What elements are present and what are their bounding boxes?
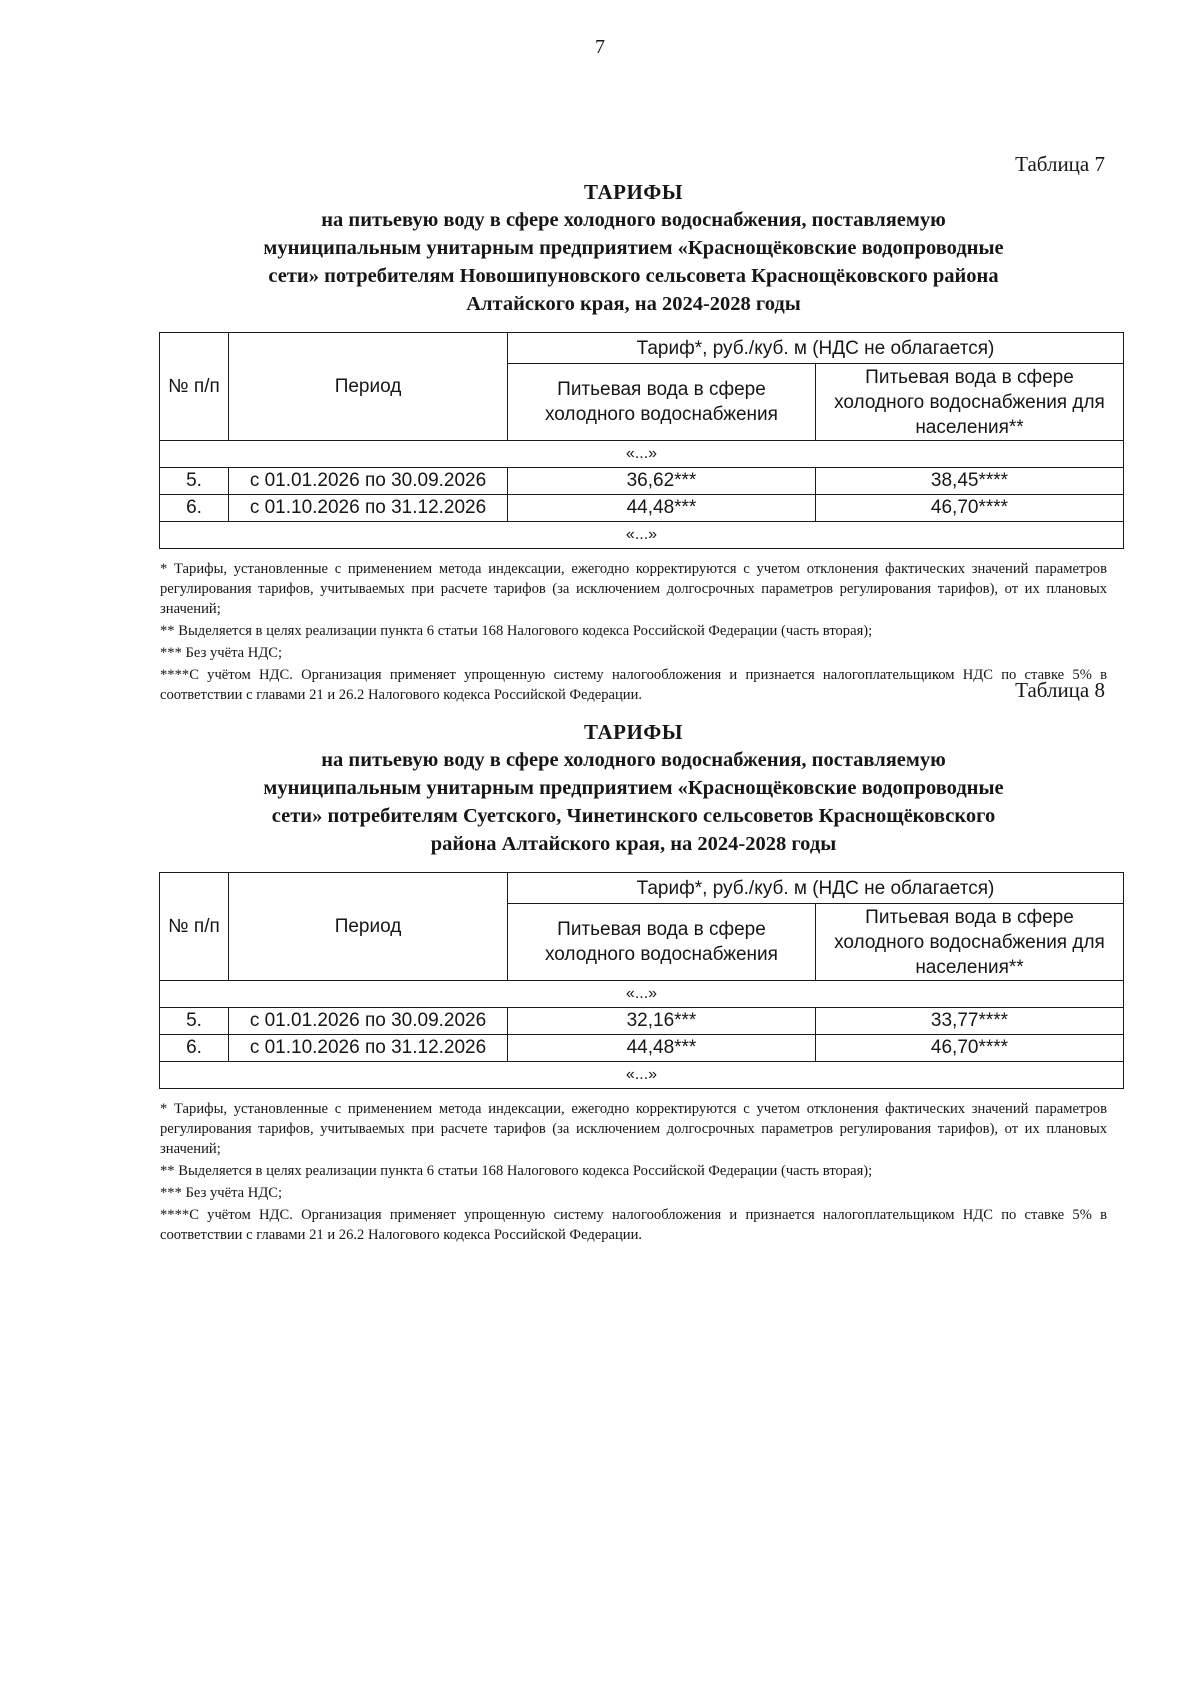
row-period: с 01.01.2026 по 30.09.2026 <box>229 468 508 495</box>
col-header-water-population: Питьевая вода в сфере холодного водоснабжения для населения** <box>815 364 1123 441</box>
col-header-water-population: Питьевая вода в сфере холодного водоснабжения для населения** <box>815 904 1123 981</box>
footnotes <box>160 1099 1107 1245</box>
title-line: муниципальным унитарным предприятием «Краснощёковские водопроводные <box>263 237 1004 259</box>
row-water: 44,48*** <box>507 1035 815 1062</box>
row-num: 5. <box>160 1008 229 1035</box>
title-line: района Алтайского края, на 2024-2028 годы <box>430 833 837 855</box>
row-water: 44,48*** <box>507 495 815 522</box>
page-number: 7 <box>595 36 605 58</box>
row-water: 32,16*** <box>507 1008 815 1035</box>
footnote: * Тарифы, установленные с применением метода индексации, ежегодно корректируются с учетом отклонения фактических значений параметров регулирования тарифов, учитываемых при расчете тарифов (за исключением долгосрочных параметров регулирования тарифов), от их плановых значений; <box>160 1101 1107 1157</box>
table-row <box>160 468 1124 495</box>
ellipsis-cell: «...» <box>160 981 1124 1008</box>
footnote: * Тарифы, установленные с применением метода индексации, ежегодно корректируются с учетом отклонения фактических значений параметров регулирования тарифов, учитываемых при расчете тарифов (за исключением долгосрочных параметров регулирования тарифов), от их плановых значений; <box>160 561 1107 617</box>
title-heading: ТАРИФЫ <box>584 180 683 204</box>
table-row <box>160 1008 1124 1035</box>
row-water-population: 46,70**** <box>815 495 1123 522</box>
row-water-population: 46,70**** <box>815 1035 1123 1062</box>
title-line: Алтайского края, на 2024-2028 годы <box>466 293 801 315</box>
table-title <box>160 718 1107 858</box>
footnote: ** Выделяется в целях реализации пункта 6 статьи 168 Налогового кодекса Российской Федерации (часть вторая); <box>160 623 873 639</box>
footnote: *** Без учёта НДС; <box>160 1185 283 1201</box>
ellipsis-cell: «...» <box>160 522 1124 549</box>
ellipsis-row <box>160 1062 1124 1089</box>
title-heading: ТАРИФЫ <box>584 720 683 744</box>
table-row <box>160 1035 1124 1062</box>
table-title <box>160 178 1107 318</box>
title-line: сети» потребителям Суетского, Чинетинского сельсоветов Краснощёковского <box>271 805 996 827</box>
footnote: ****С учётом НДС. Организация применяет упрощенную систему налогообложения и признается налогоплательщиком НДС по ставке 5% в соответствии с главами 21 и 26.2 Налогового кодекса Российской Федерации. <box>160 667 1107 703</box>
row-period: с 01.10.2026 по 31.12.2026 <box>229 495 508 522</box>
ellipsis-cell: «...» <box>160 441 1124 468</box>
row-num: 6. <box>160 1035 229 1062</box>
footnote: ****С учётом НДС. Организация применяет упрощенную систему налогообложения и признается налогоплательщиком НДС по ставке 5% в соответствии с главами 21 и 26.2 Налогового кодекса Российской Федерации. <box>160 1207 1107 1243</box>
tariff-table <box>159 872 1124 1089</box>
table-label: Таблица 8 <box>1015 678 1105 702</box>
row-water-population: 33,77**** <box>815 1008 1123 1035</box>
col-header-period: Период <box>229 873 508 981</box>
row-period: с 01.10.2026 по 31.12.2026 <box>229 1035 508 1062</box>
col-header-period: Период <box>229 333 508 441</box>
title-line: на питьевую воду в сфере холодного водоснабжения, поставляемую <box>321 209 946 231</box>
tariff-table <box>159 332 1124 549</box>
title-line: сети» потребителям Новошипуновского сельсовета Краснощёковского района <box>268 265 999 287</box>
row-num: 5. <box>160 468 229 495</box>
table-row <box>160 495 1124 522</box>
tariff-section-7 <box>160 150 1107 707</box>
ellipsis-row <box>160 981 1124 1008</box>
tariff-section-8 <box>160 676 1107 1247</box>
header-row <box>160 873 1124 904</box>
footnote: ** Выделяется в целях реализации пункта 6 статьи 168 Налогового кодекса Российской Федерации (часть вторая); <box>160 1163 873 1179</box>
header-row <box>160 333 1124 364</box>
table-label: Таблица 7 <box>1015 152 1105 176</box>
col-header-tariff: Тариф*, руб./куб. м (НДС не облагается) <box>507 873 1123 904</box>
row-water: 36,62*** <box>507 468 815 495</box>
ellipsis-row <box>160 441 1124 468</box>
col-header-num: № п/п <box>160 333 229 441</box>
ellipsis-cell: «...» <box>160 1062 1124 1089</box>
col-header-water: Питьевая вода в сфере холодного водоснабжения <box>507 904 815 981</box>
title-line: муниципальным унитарным предприятием «Краснощёковские водопроводные <box>263 777 1004 799</box>
col-header-water: Питьевая вода в сфере холодного водоснабжения <box>507 364 815 441</box>
row-period: с 01.01.2026 по 30.09.2026 <box>229 1008 508 1035</box>
footnote: *** Без учёта НДС; <box>160 645 283 661</box>
row-water-population: 38,45**** <box>815 468 1123 495</box>
col-header-num: № п/п <box>160 873 229 981</box>
ellipsis-row <box>160 522 1124 549</box>
col-header-tariff: Тариф*, руб./куб. м (НДС не облагается) <box>507 333 1123 364</box>
row-num: 6. <box>160 495 229 522</box>
title-line: на питьевую воду в сфере холодного водоснабжения, поставляемую <box>321 749 946 771</box>
